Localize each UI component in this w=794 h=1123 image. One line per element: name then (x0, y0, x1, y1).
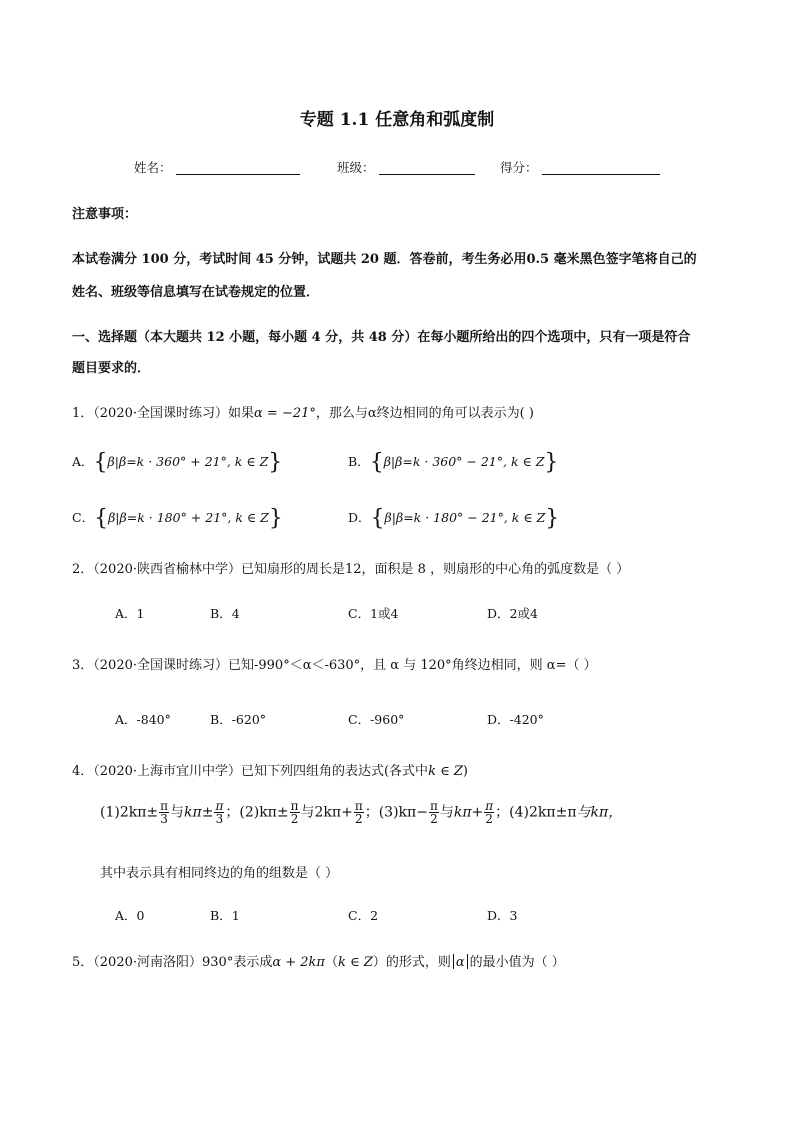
fraction: $\frac{\pi}{3}$ (160, 799, 169, 826)
question-2-option-a[interactable]: A．1 (115, 606, 145, 621)
class-blank[interactable] (379, 160, 475, 175)
question-1-stem: 1．（2020·全国课时练习）如果α = −21°，那么与α终边相同的角可以表示为( ) (72, 406, 534, 421)
question-2-option-c[interactable]: C．1或4 (348, 606, 399, 621)
score-label: 得分： (500, 160, 538, 175)
question-1-option-b[interactable]: B．{β|β=k · 360° − 21°, k ∈ Z} (348, 450, 559, 475)
question-4-option-c[interactable]: C．2 (348, 908, 379, 923)
name-field (134, 158, 300, 176)
section-1-line-2: 题目要求的． (72, 361, 151, 376)
question-1-option-c[interactable]: C．{β|β=k · 180° + 21°, k ∈ Z} (72, 506, 283, 531)
question-4-expressions: (1)2kπ± $\frac{\pi}{3}$ 与kπ± $\frac{\pi}{3}$ ；(2)kπ± $\frac{\pi}{2}$ 与2kπ+ $\frac{\pi}{2}$ ；(3)kπ− $\frac{\pi}{2}$ 与kπ+ $\frac{\pi}{2}$ ；(4)2kπ±π与kπ， (100, 799, 623, 826)
class-label: 班级： (337, 160, 375, 175)
question-1-option-a[interactable]: A．{β|β=k · 360° + 21°, k ∈ Z} (72, 450, 283, 475)
question-2-stem: 2．（2020·陕西省榆林中学）已知扇形的周长是12，面积是 8 ，则扇形的中心角的弧度数是（ ） (72, 562, 630, 577)
question-5-stem: 5．（2020·河南洛阳）930°表示成α + 2kπ（k ∈ Z）的形式，则 α 的最小值为（ ） (72, 955, 565, 970)
question-2-option-b[interactable]: B．4 (210, 606, 240, 621)
question-1-math: α = −21° (254, 406, 316, 421)
question-3-stem: 3．（2020·全国课时练习）已知-990°＜α＜-630°，且 α 与 120°角终边相同，则 α=（ ） (72, 658, 597, 673)
page-title: 专题 1.1 任意角和弧度制 (299, 110, 495, 130)
notes-line-1: 本试卷满分 100 分，考试时间 45 分钟，试题共 20 题．答卷前，考生务必用0.5 毫米黑色签字笔将自己的 (72, 252, 697, 267)
section-1-line-1: 一、选择题（本大题共 12 小题，每小题 4 分，共 48 分）在每小题所给出的四个选项中，只有一项是符合 (72, 330, 691, 345)
question-4-option-d[interactable]: D．3 (487, 908, 518, 923)
question-4-option-a[interactable]: A．0 (115, 908, 145, 923)
question-3-option-c[interactable]: C．-960° (348, 712, 405, 727)
question-3-option-b[interactable]: B．-620° (210, 712, 267, 727)
question-4-option-b[interactable]: B．1 (210, 908, 240, 923)
score-blank[interactable] (542, 160, 660, 175)
question-3-option-a[interactable]: A．-840° (115, 712, 171, 727)
score-field (500, 158, 660, 176)
name-blank[interactable] (176, 160, 300, 175)
question-1-option-d[interactable]: D．{β|β=k · 180° − 21°, k ∈ Z} (348, 506, 560, 531)
notes-line-2: 姓名、班级等信息填写在试卷规定的位置． (72, 285, 320, 300)
question-4-sub: 其中表示具有相同终边的角的组数是（ ） (100, 866, 339, 881)
name-label: 姓名： (134, 160, 172, 175)
question-2-option-d[interactable]: D．2或4 (487, 606, 538, 621)
notes-heading: 注意事项： (72, 207, 138, 222)
question-4-stem: 4．（2020·上海市宜川中学）已知下列四组角的表达式(各式中k ∈ Z) (72, 764, 468, 779)
class-field (337, 158, 475, 176)
question-3-option-d[interactable]: D．-420° (487, 712, 544, 727)
